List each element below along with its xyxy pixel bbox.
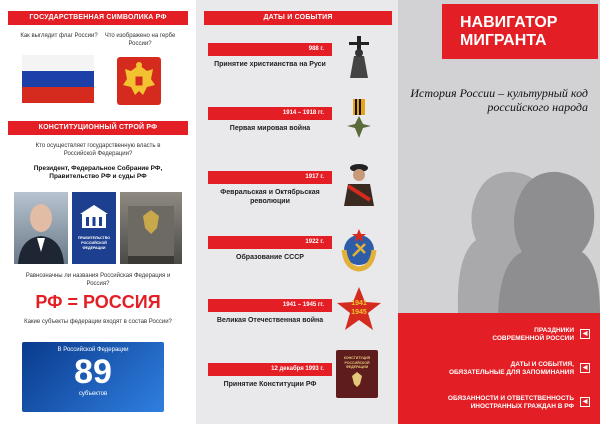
medal-cross-icon — [336, 98, 382, 144]
arrow-left-icon: ◀ — [580, 329, 590, 339]
badge-year-start: 1941 — [351, 300, 367, 307]
menu-item-label: ОБЯЗАТЕЛЬНЫЕ ДЛЯ ЗАПОМИНАНИЯ — [448, 369, 574, 376]
badge-year-end: 1945 — [351, 309, 367, 316]
flag-question: Как выглядит флаг России? — [20, 33, 98, 39]
menu-item-label: ДАТЫ И СОБЫТИЯ, — [510, 361, 574, 368]
right-panel — [398, 0, 600, 424]
names-answer: РФ = РОССИЯ — [35, 292, 161, 312]
power-answer: Президент, Федеральное Собрание РФ, Правительство РФ и суды РФ — [33, 165, 163, 180]
menu-item-duties[interactable] — [398, 395, 600, 411]
monument-icon — [336, 34, 382, 80]
emblem-question: Что изображено на гербе России? — [104, 33, 176, 47]
ussr-emblem-icon — [336, 226, 382, 272]
arrow-left-icon: ◀ — [580, 363, 590, 373]
card-caption-bottom: субъектов — [78, 391, 108, 397]
event-title: Первая мировая война — [229, 125, 311, 132]
victory-star-icon — [336, 286, 382, 332]
menu-item-label: ОБЯЗАННОСТИ И ОТВЕТСТВЕННОСТЬ — [447, 395, 574, 402]
card-number: 89 — [74, 353, 112, 391]
event-title: Принятие Конституции РФ — [223, 381, 317, 388]
brand-title: НАВИГАТОР МИГРАНТА — [442, 4, 598, 59]
event-date: 988 г. — [208, 43, 332, 56]
subtitle: История России – культурный код российского народа — [410, 86, 588, 114]
government-logo — [72, 192, 116, 264]
card-caption-top: В Российской Федерации — [57, 347, 129, 353]
event-date: 1941 – 1945 гг. — [208, 299, 332, 312]
arrow-left-icon: ◀ — [580, 397, 590, 407]
parliament-photo — [120, 192, 182, 264]
left-panel — [0, 0, 196, 424]
event-title: Образование СССР — [236, 254, 304, 261]
book-title: КОНСТИТУЦИЯ РОССИЙСКОЙ ФЕДЕРАЦИИ — [343, 356, 371, 369]
event-date: 1917 г. — [208, 171, 332, 184]
menu-item-dates[interactable] — [398, 361, 600, 377]
subjects-question: Какие субъекты федерации входят в состав России? — [24, 319, 172, 325]
menu-item-label: ИНОСТРАННЫХ ГРАЖДАН В РФ — [470, 403, 574, 410]
middle-panel — [196, 0, 398, 424]
events-header: ДАТЫ И СОБЫТИЯ — [204, 11, 392, 25]
names-question: Равнозначны ли названия Российская Федерация и Россия? — [25, 273, 171, 287]
event-date: 1914 – 1918 гг. — [208, 107, 332, 120]
event-title: Февральская и Октябрьская революции — [220, 189, 320, 205]
event-date: 1922 г. — [208, 236, 332, 249]
power-question: Кто осуществляет государственную власть в Российской Федерации? — [35, 143, 161, 157]
navigation-menu — [398, 313, 600, 424]
menu-item-label: СОВРЕМЕННОЙ РОССИИ — [492, 335, 574, 342]
menu-item-holidays[interactable] — [398, 327, 600, 343]
constitution-header: КОНСТИТУЦИОННЫЙ СТРОЙ РФ — [8, 121, 188, 135]
coat-of-arms-icon — [117, 57, 161, 105]
sailor-icon — [336, 160, 382, 206]
russian-flag-icon — [22, 55, 94, 103]
symbols-header: ГОСУДАРСТВЕННАЯ СИМВОЛИКА РФ — [8, 11, 188, 25]
government-logo-text: ПРАВИТЕЛЬСТВО РОССИЙСКОЙ ФЕДЕРАЦИИ — [77, 236, 111, 250]
event-date: 12 декабря 1993 г. — [208, 363, 332, 376]
event-title: Принятие христианства на Руси — [214, 61, 326, 68]
president-photo — [14, 192, 68, 264]
event-title: Великая Отечественная война — [216, 317, 324, 324]
menu-item-label: ПРАЗДНИКИ — [534, 327, 574, 334]
subjects-card — [22, 342, 164, 412]
constitution-book-icon — [336, 350, 378, 398]
